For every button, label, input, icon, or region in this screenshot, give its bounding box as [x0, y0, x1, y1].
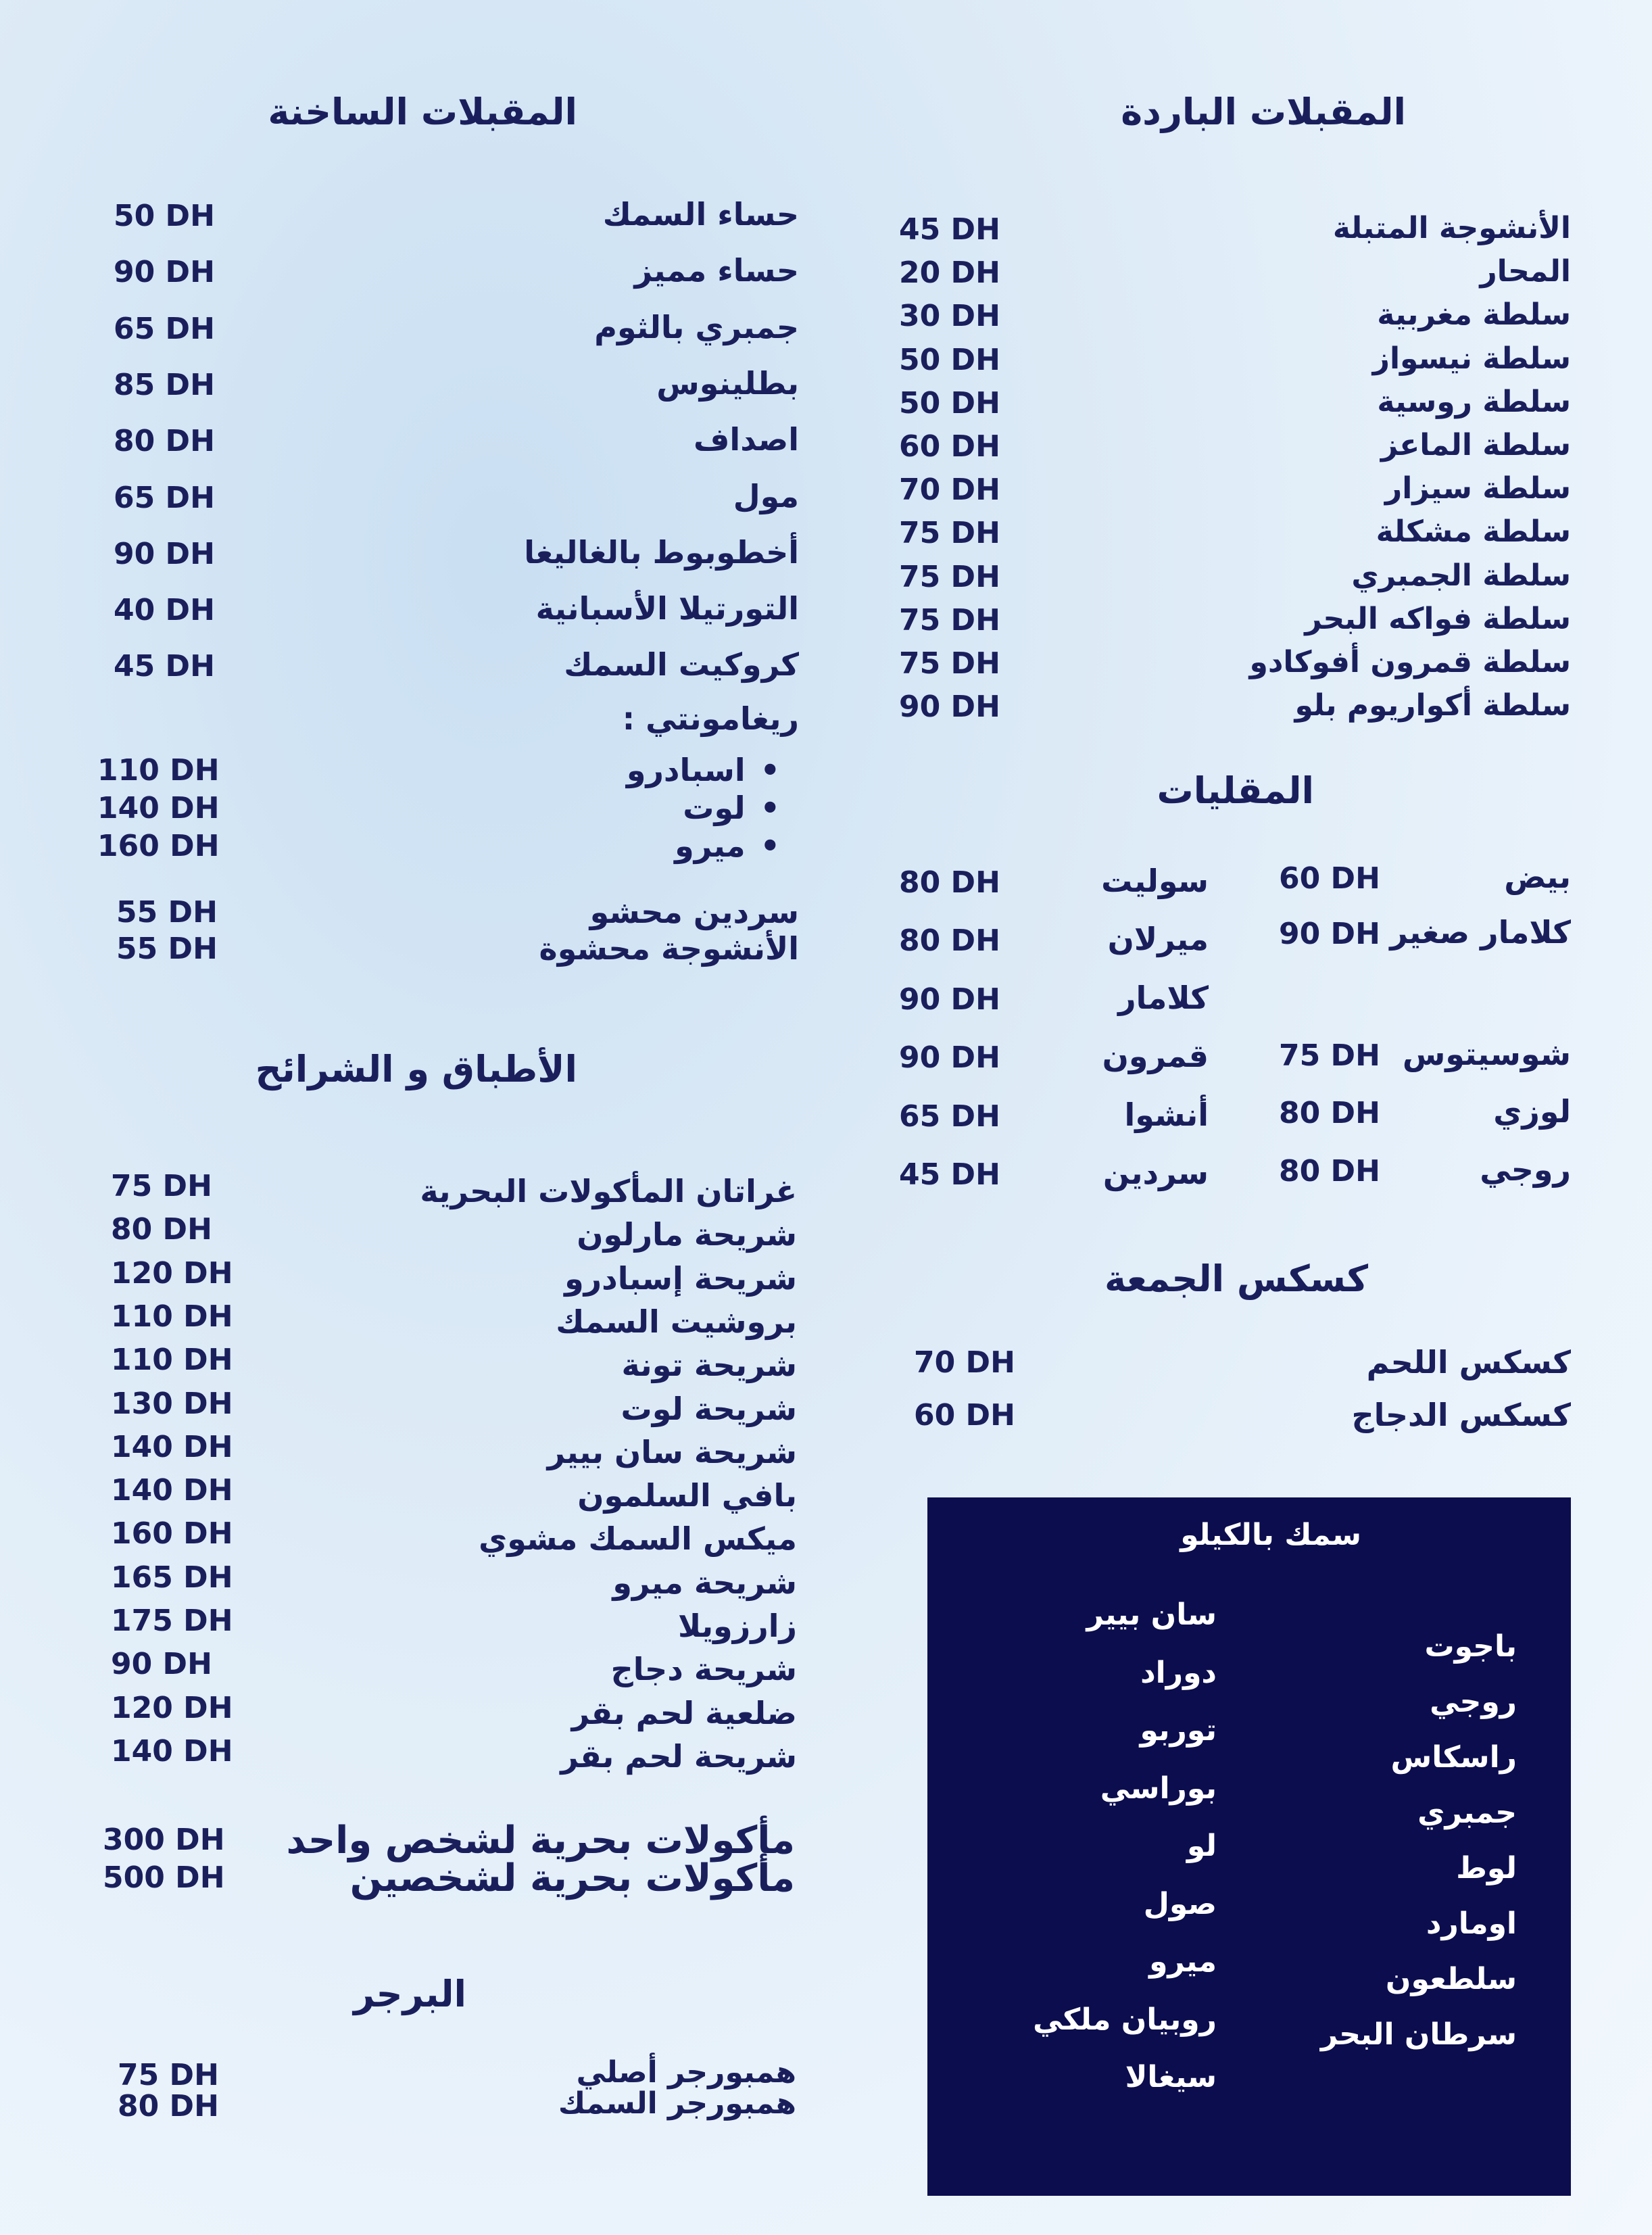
cold-item-name: سلطة نيسواز [1372, 341, 1571, 376]
cold-item-price: 20 DH [899, 256, 1000, 291]
plate-item-price: 175 DH [111, 1604, 233, 1638]
plate-item-name: شريحة تونة [621, 1347, 797, 1384]
plate-item-price: 140 DH [111, 1733, 233, 1769]
couscous-item-price: 70 DH [914, 1345, 1015, 1380]
hot-item-name: بطلينوس [656, 364, 799, 402]
fried-item-price: 90 DH [899, 982, 1000, 1017]
burger-title: البرجر [354, 1973, 466, 2015]
fried-item-name: كلامار [1118, 979, 1209, 1016]
hot-item-name: جمبري بالثوم [594, 308, 799, 345]
cold-item-name: الأنشوجة المتبلة [1332, 211, 1571, 245]
stuffed-item-price: 55 DH [116, 932, 218, 966]
hot-item-price: 65 DH [114, 311, 215, 346]
cold-item-price: 75 DH [899, 602, 1000, 638]
hot-item-price: 40 DH [114, 593, 215, 628]
cold-item-name: سلطة مغربية [1377, 297, 1571, 333]
fried-item-name: سوليت [1101, 863, 1209, 899]
rigamonti-item-name [627, 752, 780, 788]
rigamonti-item-name [683, 790, 780, 826]
couscous-item-price: 60 DH [914, 1398, 1015, 1433]
plate-item-price: 110 DH [111, 1299, 233, 1334]
kilo-fish-item: راسكاس [1390, 1740, 1517, 1775]
plate-item-name: شريحة دجاج [610, 1651, 797, 1688]
cold-item-name: سلطة سيزار [1384, 471, 1571, 506]
fish-by-kilo-box [927, 1497, 1571, 2196]
rigamonti-item-label: لوت [683, 790, 746, 826]
plate-item-name: ميكس السمك مشوي [479, 1520, 797, 1558]
plate-item-name: ضلعية لحم بقر [571, 1694, 797, 1731]
fried-item-price: 65 DH [899, 1099, 1000, 1134]
fried-item-name: بيض [1504, 859, 1571, 895]
hot-item-name: اصداف [694, 421, 799, 458]
rigamonti-item-price: 110 DH [97, 753, 220, 788]
plate-item-name: غراتان المأكولات البحرية [420, 1173, 797, 1209]
stuffed-item-name: سردين محشو [589, 894, 799, 930]
hot-item-name: حساء السمك [602, 196, 799, 233]
fried-item-price: 45 DH [899, 1157, 1000, 1192]
fried-item-price: 90 DH [899, 1040, 1000, 1076]
cold-item-price: 75 DH [899, 646, 1000, 681]
seafood-item-name: مأكولات بحرية لشخص واحد [286, 1819, 795, 1862]
cold-item-name: المحار [1480, 254, 1571, 289]
burger-item-name: همبورجر أصلي [576, 2055, 796, 2090]
bullet-icon: • [760, 752, 780, 788]
fried-item-price: 75 DH [1279, 1038, 1380, 1073]
cold-item-price: 60 DH [899, 429, 1000, 464]
burger-item-price: 80 DH [118, 2089, 219, 2123]
kilo-fish-item: اومارد [1426, 1906, 1517, 1941]
burger-item-price: 75 DH [118, 2058, 219, 2092]
kilo-fish-item: سلطعون [1385, 1962, 1517, 1996]
plate-item-price: 130 DH [111, 1386, 233, 1421]
fried-item-name: لوزي [1493, 1093, 1571, 1130]
fried-item-name: ميرلان [1107, 921, 1209, 958]
plate-item-price: 140 DH [111, 1473, 233, 1508]
cold-item-price: 45 DH [899, 212, 1000, 247]
kilo-fish-item: لوط [1456, 1851, 1517, 1885]
fried-item-name: سردين [1102, 1155, 1209, 1191]
plate-item-name: شريحة لوت [621, 1390, 797, 1427]
cold-item-price: 50 DH [899, 385, 1000, 420]
plate-item-name: شريحة إسبادرو [564, 1259, 797, 1297]
cold-item-price: 75 DH [899, 559, 1000, 594]
fried-item-price: 80 DH [899, 865, 1000, 900]
plate-item-price: 140 DH [111, 1429, 233, 1464]
plate-item-price: 80 DH [111, 1212, 212, 1247]
kilo-fish-item: بوراسي [1100, 1771, 1217, 1806]
fish-by-kilo-title: سمك بالكيلو [1180, 1518, 1361, 1552]
kilo-fish-item: روبيان ملكي [1033, 2002, 1217, 2037]
burger-item-name: همبورجر السمك [558, 2086, 796, 2121]
cold-item-name: سلطة روسية [1377, 384, 1571, 419]
rigamonti-item-label: ميرو [675, 827, 746, 864]
plate-item-name: شريحة سان بيير [547, 1433, 797, 1470]
hot-item-name: مول [733, 477, 799, 514]
cold-item-price: 30 DH [899, 299, 1000, 334]
kilo-fish-item: لو [1186, 1829, 1217, 1863]
cold-item-name: سلطة الجمبري [1351, 558, 1571, 593]
cold-item-name: سلطة فواكه البحر [1305, 601, 1571, 636]
hot-item-price: 80 DH [114, 424, 215, 459]
plate-item-name: شريحة مارلون [577, 1216, 797, 1253]
couscous-item-name: كسكس اللحم [1366, 1344, 1571, 1380]
seafood-item-name: مأكولات بحرية لشخصين [349, 1856, 795, 1900]
couscous-title: كسكس الجمعة [1104, 1257, 1368, 1300]
cold-item-name: سلطة الماعز [1380, 428, 1571, 462]
fried-item-name: شوسيتوس [1402, 1036, 1571, 1072]
rigamonti-item-label: اسبادرو [626, 752, 746, 788]
cold-appetizers-title: المقبلات الباردة [1121, 91, 1406, 133]
kilo-fish-item: روجي [1430, 1685, 1517, 1719]
kilo-fish-item: صول [1143, 1886, 1217, 1921]
hot-item-price: 90 DH [114, 536, 215, 571]
hot-item-price: 85 DH [114, 367, 215, 402]
plate-item-name: بروشيت السمك [556, 1303, 797, 1340]
cold-item-price: 90 DH [899, 690, 1000, 725]
kilo-fish-item: باجوت [1424, 1629, 1517, 1664]
kilo-fish-item: سان بيير [1086, 1597, 1217, 1632]
plate-item-name: بافي السلمون [577, 1477, 797, 1514]
plate-item-price: 75 DH [111, 1169, 212, 1203]
plate-item-price: 120 DH [111, 1255, 233, 1291]
hot-item-name: حساء مميز [634, 252, 799, 289]
stuffed-item-price: 55 DH [116, 895, 218, 930]
fried-item-price: 60 DH [1279, 861, 1380, 896]
kilo-fish-item: سرطان البحر [1320, 2017, 1517, 2052]
rigamonti-label: ريغامونتي : [622, 700, 799, 737]
hot-item-price: 45 DH [114, 649, 215, 684]
hot-appetizers-title: المقبلات الساخنة [268, 91, 577, 133]
bullet-icon: • [760, 790, 780, 826]
plate-item-name: شريحة ميرو [612, 1564, 797, 1601]
cold-item-price: 70 DH [899, 473, 1000, 508]
plate-item-price: 165 DH [111, 1560, 233, 1595]
rigamonti-item-name [675, 827, 780, 864]
kilo-fish-item: سيغالا [1125, 2060, 1217, 2094]
rigamonti-item-price: 160 DH [97, 829, 220, 863]
kilo-fish-item: جمبري [1417, 1796, 1517, 1830]
hot-item-price: 65 DH [114, 480, 215, 515]
hot-item-name: التورتيلا الأسبانية [535, 590, 799, 627]
hot-item-name: أخطوبوط بالغاليغا [524, 533, 799, 571]
fried-item-name: كلامار صغير [1390, 914, 1571, 951]
cold-item-name: سلطة مشكلة [1376, 514, 1571, 550]
bullet-icon: • [760, 827, 780, 864]
cold-item-name: سلطة أكواريوم بلو [1294, 688, 1571, 723]
cold-item-name: سلطة قمرون أفوكادو [1249, 645, 1571, 679]
fried-item-price: 80 DH [1279, 1096, 1380, 1130]
fried-item-price: 80 DH [899, 923, 1000, 959]
cold-item-price: 75 DH [899, 516, 1000, 551]
fried-item-name: قمرون [1102, 1038, 1209, 1075]
couscous-item-name: كسكس الدجاج [1351, 1397, 1571, 1433]
plate-item-price: 160 DH [111, 1516, 233, 1552]
plate-item-price: 110 DH [111, 1343, 233, 1378]
seafood-item-price: 500 DH [103, 1860, 225, 1895]
hot-item-name: كروكيت السمك [564, 646, 799, 683]
rigamonti-item-price: 140 DH [97, 791, 220, 825]
kilo-fish-item: توربو [1140, 1713, 1217, 1748]
fried-title: المقليات [1157, 769, 1314, 812]
seafood-item-price: 300 DH [103, 1823, 225, 1857]
fried-item-price: 90 DH [1279, 917, 1380, 951]
hot-item-price: 90 DH [114, 255, 215, 290]
fried-item-price: 80 DH [1279, 1154, 1380, 1188]
plate-item-price: 120 DH [111, 1690, 233, 1725]
plates-title: الأطباق و الشرائح [255, 1048, 577, 1090]
cold-item-price: 50 DH [899, 342, 1000, 377]
plate-item-name: زارزويلا [677, 1608, 797, 1644]
kilo-fish-item: ميرو [1149, 1944, 1217, 1979]
kilo-fish-item: دوراد [1140, 1655, 1217, 1690]
fried-item-name: أنشوا [1124, 1096, 1209, 1133]
plate-item-price: 90 DH [111, 1647, 212, 1682]
stuffed-item-name: الأنشوجة محشوة [539, 930, 799, 967]
plate-item-name: شريحة لحم بقر [560, 1737, 797, 1775]
hot-item-price: 50 DH [114, 199, 215, 233]
fried-item-name: روجي [1480, 1151, 1571, 1188]
